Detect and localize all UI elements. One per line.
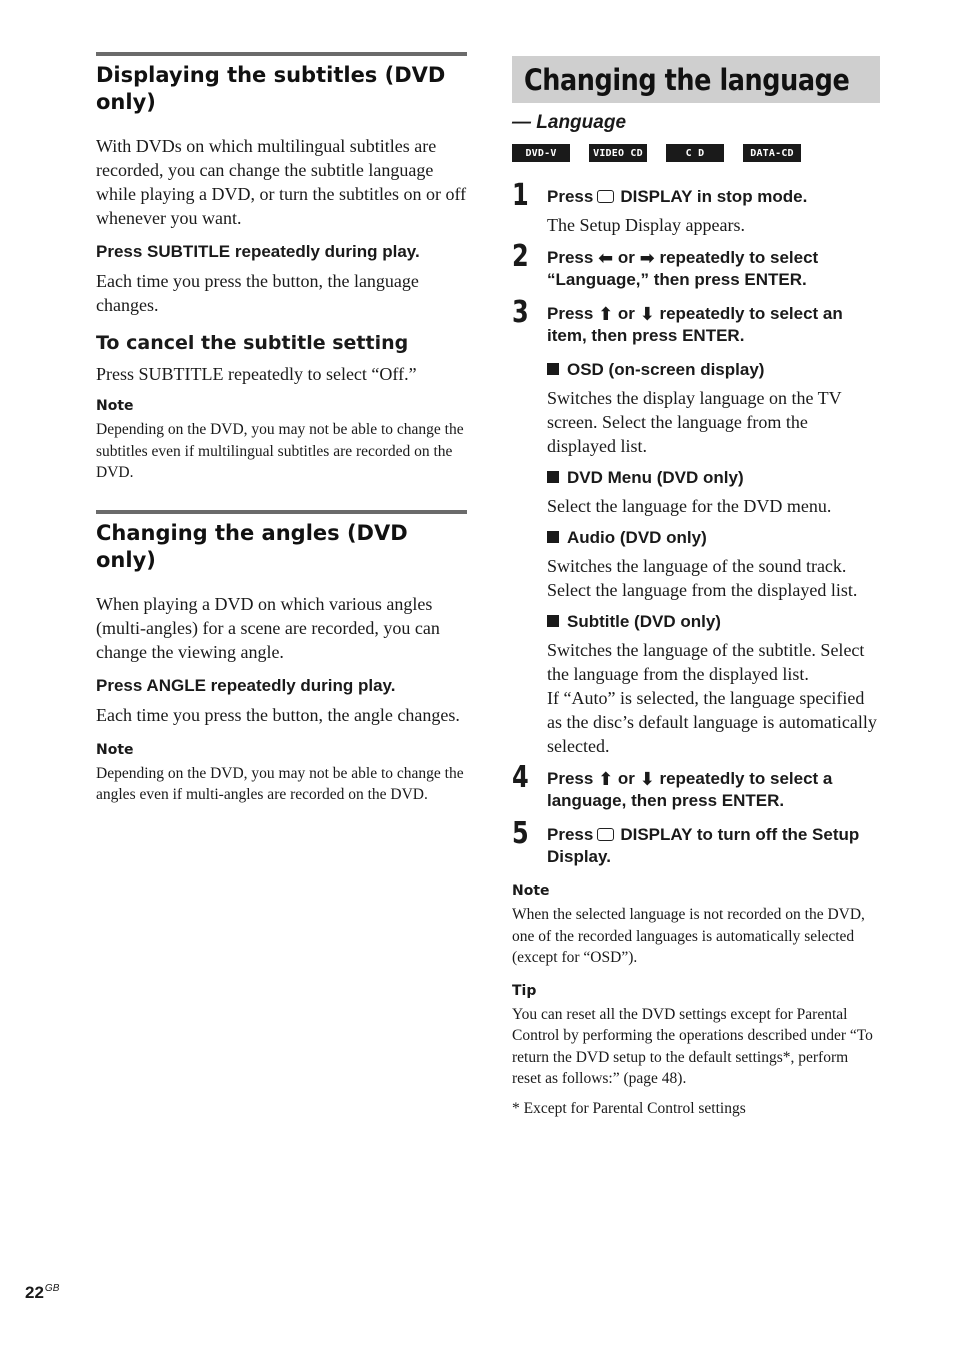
step-text: repeatedly to select a language, then press ENTER.	[547, 769, 833, 810]
subtitles-section	[96, 52, 467, 484]
subtitles-note-text: Depending on the DVD, you may not be able to change the subtitles even if multilingual subtitles are recorded on the DVD.	[96, 421, 464, 481]
angles-section	[96, 510, 467, 806]
step-number: 2	[512, 239, 529, 274]
step-1-instruction	[547, 186, 880, 208]
bullet-square-icon	[547, 471, 559, 483]
item-audio-text: Switches the language of the sound track. Select the language from the displayed list.	[547, 556, 858, 600]
step-2	[512, 239, 880, 291]
step-4-instruction	[547, 768, 880, 812]
language-subtitle: — Language	[512, 112, 627, 133]
step-text: or	[617, 769, 635, 788]
tip-label: Tip	[512, 982, 537, 999]
data-cd-badge: DATA-CD	[743, 144, 801, 162]
angles-result: Each time you press the button, the angle changes.	[96, 704, 460, 725]
footnote: * Except for Parental Control settings	[512, 1099, 746, 1117]
arrow-left-icon: ⬅	[598, 248, 614, 269]
subtitles-result: Each time you press the button, the language changes.	[96, 271, 419, 315]
step-number: 5	[512, 816, 529, 851]
item-heading-text: OSD (on-screen display)	[567, 360, 765, 379]
page-title: Changing the language	[524, 62, 850, 97]
step-text: Press	[547, 248, 594, 267]
item-audio-heading	[547, 527, 880, 549]
arrow-up-icon: ⬆	[598, 304, 614, 325]
step-3	[512, 295, 880, 758]
bullet-square-icon	[547, 531, 559, 543]
step-text: repeatedly to select “Language,” then press ENTER.	[547, 248, 819, 289]
item-subtitle-text: Switches the language of the subtitle. Select the language from the displayed list.	[547, 640, 865, 684]
step-number: 4	[512, 760, 529, 795]
step-5	[512, 816, 880, 868]
item-osd-heading	[547, 359, 880, 381]
video-cd-badge: VIDEO CD	[589, 144, 647, 162]
item-heading-text: Subtitle (DVD only)	[567, 612, 721, 631]
step-text: DISPLAY to turn off the Setup Display.	[547, 825, 860, 866]
step-number: 3	[512, 295, 529, 330]
step-2-instruction	[547, 247, 880, 291]
page-number	[25, 1283, 59, 1303]
page-number-value: 22	[25, 1283, 44, 1302]
arrow-down-icon: ⬇	[639, 304, 655, 325]
step-text: DISPLAY in stop mode.	[620, 187, 808, 206]
step-1-description: The Setup Display appears.	[547, 215, 745, 235]
item-heading-text: Audio (DVD only)	[567, 528, 707, 547]
step-5-instruction	[547, 824, 880, 868]
item-osd-text: Switches the display language on the TV screen. Select the language from the displayed list.	[547, 388, 842, 456]
tip-text: You can reset all the DVD settings except for Parental Control by performing the operations described under “To return the DVD setup to the default settings*, perform reset as follows:” (page 48).	[512, 1005, 873, 1087]
step-text: or	[617, 248, 635, 267]
language-note-text: When the selected language is not recorded on the DVD, one of the recorded languages is automatically selected (except for “OSD”).	[512, 906, 865, 966]
item-subtitle-text-2: If “Auto” is selected, the language specified as the disc’s default language is automatically selected.	[547, 688, 877, 756]
arrow-right-icon: ➡	[639, 248, 655, 269]
step-1	[512, 178, 880, 237]
disc-type-badges	[512, 144, 880, 162]
angles-note-label: Note	[96, 741, 134, 758]
angles-instruction: Press ANGLE repeatedly during play.	[96, 675, 396, 695]
angles-note-text: Depending on the DVD, you may not be able to change the angles even if multi-angles are recorded on the DVD.	[96, 764, 464, 803]
item-subtitle-heading	[547, 611, 880, 633]
display-button-icon	[597, 190, 614, 203]
dvd-v-badge: DVD-V	[512, 144, 570, 162]
right-column	[512, 56, 880, 1119]
cancel-subtitle-heading: To cancel the subtitle setting	[96, 332, 409, 354]
step-text: Press	[547, 769, 594, 788]
left-column	[96, 52, 467, 806]
subtitles-intro: With DVDs on which multilingual subtitles are recorded, you can change the subtitle language while playing a DVD, or turn the subtitles on or off whenever you want.	[96, 136, 467, 228]
item-dvd-menu-text: Select the language for the DVD menu.	[547, 496, 832, 516]
item-dvd-menu-heading	[547, 467, 880, 489]
cancel-subtitle-text: Press SUBTITLE repeatedly to select “Off.”	[96, 364, 417, 384]
angles-heading: Changing the angles (DVD only)	[96, 520, 408, 572]
subtitles-instruction: Press SUBTITLE repeatedly during play.	[96, 242, 420, 261]
step-text: repeatedly to select an item, then press ENTER.	[547, 304, 843, 345]
bullet-square-icon	[547, 615, 559, 627]
language-note-label: Note	[512, 883, 550, 899]
cd-badge: C D	[666, 144, 724, 162]
subtitles-heading: Displaying the subtitles (DVD only)	[96, 63, 446, 114]
step-text: or	[617, 304, 635, 323]
page-number-suffix: GB	[44, 1283, 60, 1294]
step-text: Press	[547, 304, 594, 323]
step-number: 1	[512, 178, 529, 213]
angles-intro: When playing a DVD on which various angles (multi-angles) for a scene are recorded, you can change the viewing angle.	[96, 593, 440, 662]
bullet-square-icon	[547, 363, 559, 375]
display-button-icon	[597, 828, 614, 841]
step-3-instruction	[547, 303, 880, 347]
step-4	[512, 760, 880, 812]
item-heading-text: DVD Menu (DVD only)	[567, 468, 744, 487]
subtitles-note-label: Note	[96, 398, 134, 414]
step-text: Press	[547, 825, 594, 844]
language-title-bar	[512, 56, 880, 103]
step-text: Press	[547, 187, 594, 206]
arrow-down-icon: ⬇	[639, 769, 655, 790]
arrow-up-icon: ⬆	[598, 769, 614, 790]
